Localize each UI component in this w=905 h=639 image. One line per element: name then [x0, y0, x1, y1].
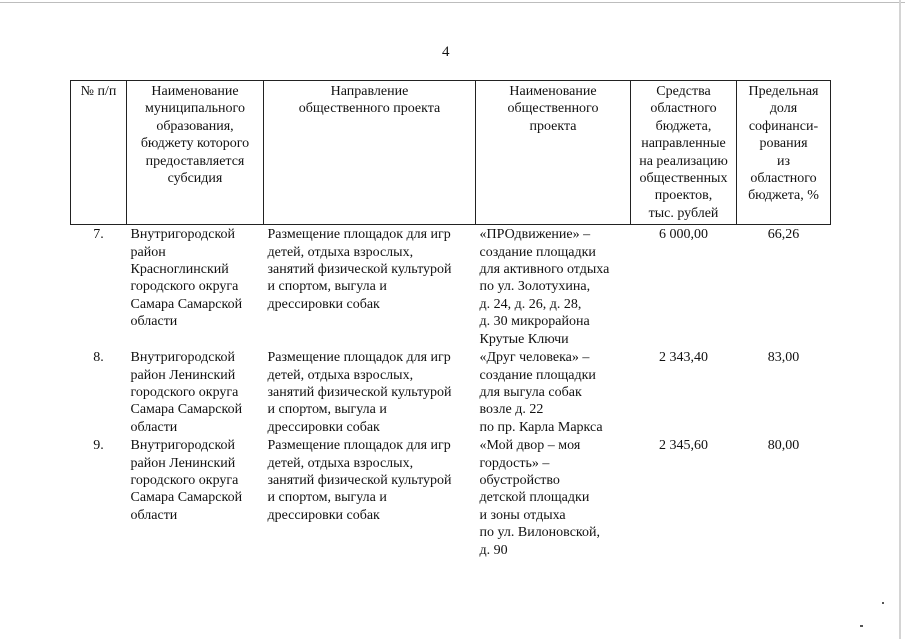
text-line: предоставляется	[145, 153, 245, 169]
text-line: Предельная	[748, 84, 819, 99]
text-line: детей, отдыха взрослых,	[267, 455, 414, 471]
text-line: дрессировки собак	[267, 419, 380, 435]
funds-cell: 6 000,00	[659, 227, 708, 243]
text-line: д. 24, д. 26, д. 28,	[479, 296, 582, 312]
share-cell: 83,00	[767, 350, 800, 366]
share-cell: 66,26	[767, 227, 800, 243]
text-line: № п/п	[80, 84, 117, 99]
text-line: «ПРОдвижение» –	[479, 227, 591, 243]
text-line: и спортом, выгула и	[267, 402, 387, 418]
row-number: 8.	[93, 350, 104, 366]
text-line: городского округа	[130, 472, 239, 488]
text-line: создание площадки	[479, 244, 596, 260]
text-line: гордость» –	[479, 455, 550, 471]
text-line: Красноглинский	[130, 262, 229, 278]
text-line: детей, отдыха взрослых,	[267, 367, 414, 383]
text-line: Размещение площадок для игр	[267, 350, 451, 366]
text-line: софинанси-	[748, 118, 819, 134]
text-line: из	[776, 153, 791, 169]
text-line: общественных	[639, 171, 728, 187]
text-line: детской площадки	[479, 490, 590, 506]
text-line: Средства	[656, 84, 711, 99]
scan-speck	[860, 625, 863, 627]
text-line: район Ленинский	[130, 367, 236, 383]
text-line: области	[130, 314, 178, 330]
funds-cell: 2 345,60	[659, 438, 708, 454]
municipality-cell	[127, 348, 264, 436]
page-number: 4	[442, 44, 450, 60]
text-line: и спортом, выгула и	[267, 490, 387, 506]
text-line: Наименование	[509, 84, 597, 99]
header-funds	[631, 81, 737, 225]
text-line: Направление	[330, 84, 409, 99]
text-line: возле д. 22	[479, 402, 544, 418]
text-line: Наименование	[151, 84, 239, 99]
text-line: бюджета, %	[748, 188, 819, 204]
text-line: рования	[759, 136, 808, 152]
header-municipality	[127, 81, 264, 225]
text-line: д. 30 микрорайона	[479, 314, 590, 330]
text-line: Крутые Ключи	[479, 331, 569, 347]
text-line: «Мой двор – моя	[479, 438, 581, 454]
text-line: район	[130, 244, 166, 260]
table-row	[71, 348, 831, 436]
text-line: на реализацию	[639, 153, 728, 169]
text-line: обустройство	[479, 472, 560, 488]
text-line: области	[130, 507, 178, 523]
project-cell	[476, 348, 631, 436]
text-line: областного	[650, 101, 717, 117]
text-line: направленные	[641, 136, 726, 152]
text-line: тыс. рублей	[648, 205, 719, 221]
direction-cell	[264, 348, 476, 436]
text-line: детей, отдыха взрослых,	[267, 244, 414, 260]
share-cell: 80,00	[767, 438, 800, 454]
row-number: 7.	[93, 227, 104, 243]
row-number: 9.	[93, 438, 104, 454]
text-line: Размещение площадок для игр	[267, 438, 451, 454]
text-line: по ул. Вилоновской,	[479, 525, 600, 541]
text-line: проекта	[529, 118, 577, 134]
funds-cell: 2 343,40	[659, 350, 708, 366]
text-line: создание площадки	[479, 367, 596, 383]
text-line: городского округа	[130, 384, 239, 400]
header-share	[737, 81, 831, 225]
table-row	[71, 225, 831, 348]
text-line: бюджета,	[655, 118, 712, 134]
text-line: дрессировки собак	[267, 296, 380, 312]
text-line: и спортом, выгула и	[267, 279, 387, 295]
text-line: занятий физической культурой	[267, 384, 452, 400]
text-line: области	[130, 419, 178, 435]
text-line: Самара Самарской	[130, 490, 243, 506]
project-cell	[476, 436, 631, 559]
text-line: Внутригородской	[130, 438, 236, 454]
text-line: Размещение площадок для игр	[267, 227, 451, 243]
scan-speck	[882, 602, 884, 604]
text-line: «Друг человека» –	[479, 350, 590, 366]
text-line: для выгула собак	[479, 384, 582, 400]
table-row	[71, 436, 831, 559]
text-line: общественного проекта	[298, 101, 441, 117]
text-line: занятий физической культурой	[267, 262, 452, 278]
text-line: общественного	[507, 101, 599, 117]
text-line: д. 90	[479, 542, 508, 558]
text-line: дрессировки собак	[267, 507, 380, 523]
text-line: городского округа	[130, 279, 239, 295]
text-line: район Ленинский	[130, 455, 236, 471]
municipality-cell	[127, 225, 264, 348]
page-right-edge	[899, 0, 901, 639]
text-line: занятий физической культурой	[267, 472, 452, 488]
text-line: бюджету которого	[140, 136, 250, 152]
text-line: Самара Самарской	[130, 296, 243, 312]
header-number	[71, 81, 127, 225]
header-project-name	[476, 81, 631, 225]
text-line: областного	[750, 171, 817, 187]
table-header-row	[71, 81, 831, 225]
text-line: Внутригородской	[130, 227, 236, 243]
text-line: Внутригородской	[130, 350, 236, 366]
text-line: доля	[769, 101, 798, 117]
text-line: по пр. Карла Маркса	[479, 419, 603, 435]
text-line: Самара Самарской	[130, 402, 243, 418]
text-line: для активного отдыха	[479, 262, 610, 278]
page-top-edge	[0, 2, 905, 3]
text-line: по ул. Золотухина,	[479, 279, 591, 295]
text-line: образования,	[156, 118, 234, 134]
text-line: проектов,	[654, 188, 713, 204]
project-cell	[476, 225, 631, 348]
direction-cell	[264, 436, 476, 559]
text-line: субсидия	[167, 171, 223, 187]
municipality-cell	[127, 436, 264, 559]
header-direction	[264, 81, 476, 225]
text-line: муниципального	[145, 101, 245, 117]
subsidy-table	[70, 80, 831, 559]
text-line: и зоны отдыха	[479, 507, 566, 523]
direction-cell	[264, 225, 476, 348]
